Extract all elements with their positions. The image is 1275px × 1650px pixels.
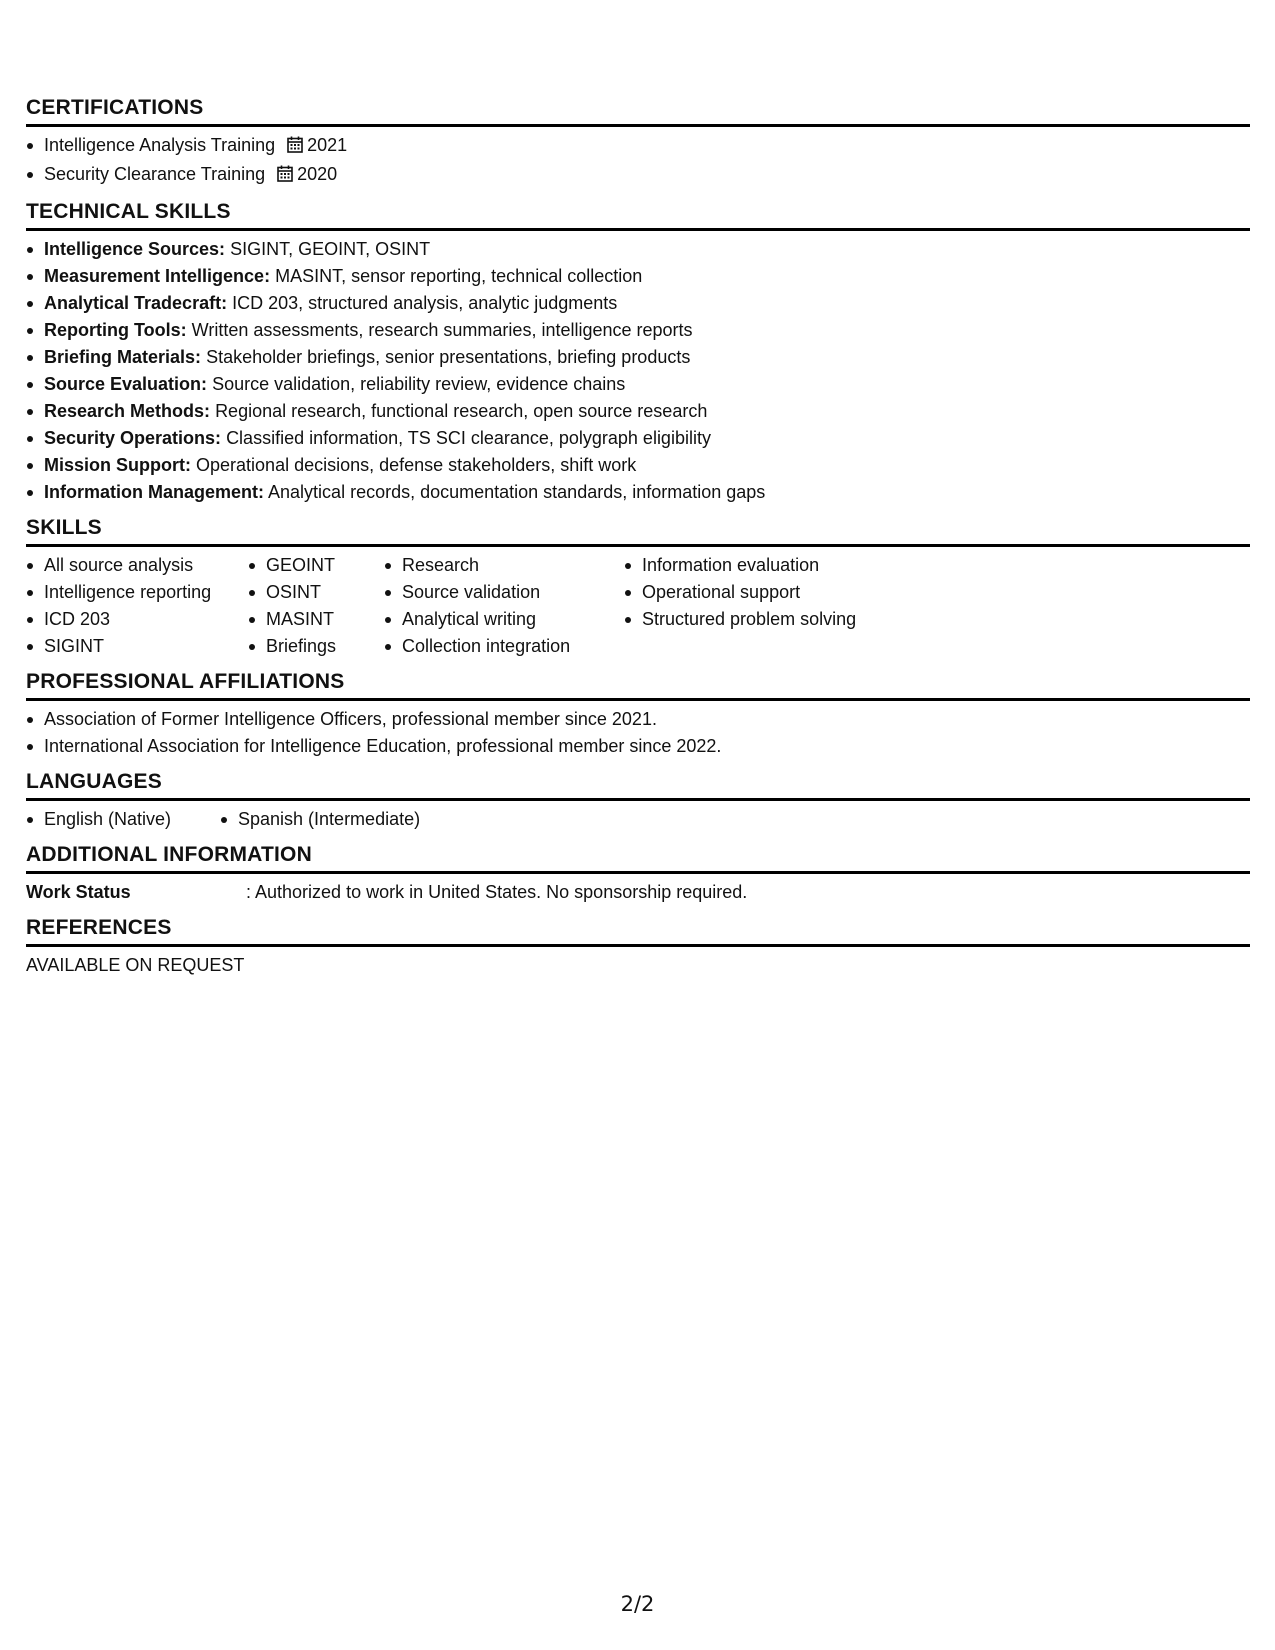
skill-item: SIGINT [44, 633, 248, 660]
affiliations-title: PROFESSIONAL AFFILIATIONS [26, 670, 1250, 701]
skill-value: Source validation, reliability review, evidence chains [212, 374, 626, 394]
skills-column-3 [384, 552, 624, 660]
skill-item: Intelligence reporting [44, 579, 248, 606]
certification-name: Security Clearance Training [44, 164, 266, 184]
references-title: REFERENCES [26, 916, 1250, 947]
certification-year: 2020 [297, 164, 338, 184]
skill-item: All source analysis [44, 552, 248, 579]
languages-list [26, 806, 1250, 833]
work-status-label: Work Status [26, 882, 131, 902]
additional-info-title: ADDITIONAL INFORMATION [26, 843, 1250, 874]
languages-section [26, 770, 1250, 833]
affiliation-item: Association of Former Intelligence Officers, professional member since 2021. [44, 706, 1250, 733]
technical-skill-item [44, 479, 1250, 506]
certifications-title: CERTIFICATIONS [26, 96, 1250, 127]
technical-skill-item [44, 425, 1250, 452]
skill-value: MASINT, sensor reporting, technical collection [275, 266, 643, 286]
skill-item: Source validation [402, 579, 624, 606]
skill-label: Intelligence Sources: [44, 239, 226, 259]
skills-grid [26, 552, 1250, 660]
work-status-value: : Authorized to work in United States. No sponsorship required. [246, 882, 748, 902]
references-section [26, 916, 1250, 979]
skill-item: Briefings [266, 633, 384, 660]
affiliations-list [26, 706, 1250, 760]
resume-page [26, 96, 1250, 989]
skill-value: Operational decisions, defense stakeholders, shift work [196, 455, 637, 475]
language-column [220, 806, 420, 833]
skill-label: Mission Support: [44, 455, 191, 475]
technical-skill-item [44, 236, 1250, 263]
skill-label: Information Management: [44, 482, 265, 502]
skill-value: Analytical records, documentation standards, information gaps [268, 482, 766, 502]
skill-value: Written assessments, research summaries, intelligence reports [191, 320, 693, 340]
skill-label: Security Operations: [44, 428, 222, 448]
skills-column-1 [26, 552, 248, 660]
skill-item: ICD 203 [44, 606, 248, 633]
page-number: 2/2 [620, 1592, 655, 1616]
skill-label: Analytical Tradecraft: [44, 293, 228, 313]
technical-skill-item [44, 263, 1250, 290]
calendar-icon [287, 134, 303, 161]
skill-item: GEOINT [266, 552, 384, 579]
skill-item: OSINT [266, 579, 384, 606]
affiliation-item: International Association for Intelligence Education, professional member since 2022. [44, 733, 1250, 760]
technical-skills-section [26, 200, 1250, 506]
skill-label: Measurement Intelligence: [44, 266, 271, 286]
technical-skills-list [26, 236, 1250, 506]
affiliations-section [26, 670, 1250, 760]
certifications-list [26, 132, 1250, 190]
skill-item: Collection integration [402, 633, 624, 660]
languages-title: LANGUAGES [26, 770, 1250, 801]
skills-column-2 [248, 552, 384, 660]
skill-label: Briefing Materials: [44, 347, 202, 367]
skill-item: Analytical writing [402, 606, 624, 633]
skill-item: Information evaluation [642, 552, 902, 579]
additional-info-section [26, 843, 1250, 906]
skill-label: Research Methods: [44, 401, 211, 421]
skill-label: Reporting Tools: [44, 320, 187, 340]
calendar-icon [277, 163, 293, 190]
skills-column-4 [624, 552, 902, 660]
skill-label: Source Evaluation: [44, 374, 208, 394]
skill-item: Structured problem solving [642, 606, 902, 633]
certification-name: Intelligence Analysis Training [44, 135, 276, 155]
skill-item: Operational support [642, 579, 902, 606]
technical-skill-item [44, 317, 1250, 344]
technical-skill-item [44, 290, 1250, 317]
language-item: English (Native) [44, 806, 220, 833]
skills-section [26, 516, 1250, 660]
skill-value: SIGINT, GEOINT, OSINT [230, 239, 431, 259]
skill-value: ICD 203, structured analysis, analytic judgments [232, 293, 618, 313]
technical-skill-item [44, 371, 1250, 398]
language-item: Spanish (Intermediate) [238, 806, 420, 833]
technical-skill-item [44, 398, 1250, 425]
language-column [26, 806, 220, 833]
certifications-section [26, 96, 1250, 190]
certification-year: 2021 [307, 135, 348, 155]
skill-value: Stakeholder briefings, senior presentations, briefing products [206, 347, 691, 367]
technical-skills-title: TECHNICAL SKILLS [26, 200, 1250, 231]
skill-value: Regional research, functional research, open source research [215, 401, 708, 421]
certification-item [44, 132, 1250, 161]
skill-item: MASINT [266, 606, 384, 633]
skills-title: SKILLS [26, 516, 1250, 547]
skill-value: Classified information, TS SCI clearance, polygraph eligibility [226, 428, 711, 448]
work-status-row [26, 879, 1250, 906]
technical-skill-item [44, 452, 1250, 479]
references-text: AVAILABLE ON REQUEST [26, 955, 245, 975]
technical-skill-item [44, 344, 1250, 371]
skill-item: Research [402, 552, 624, 579]
certification-item [44, 161, 1250, 190]
